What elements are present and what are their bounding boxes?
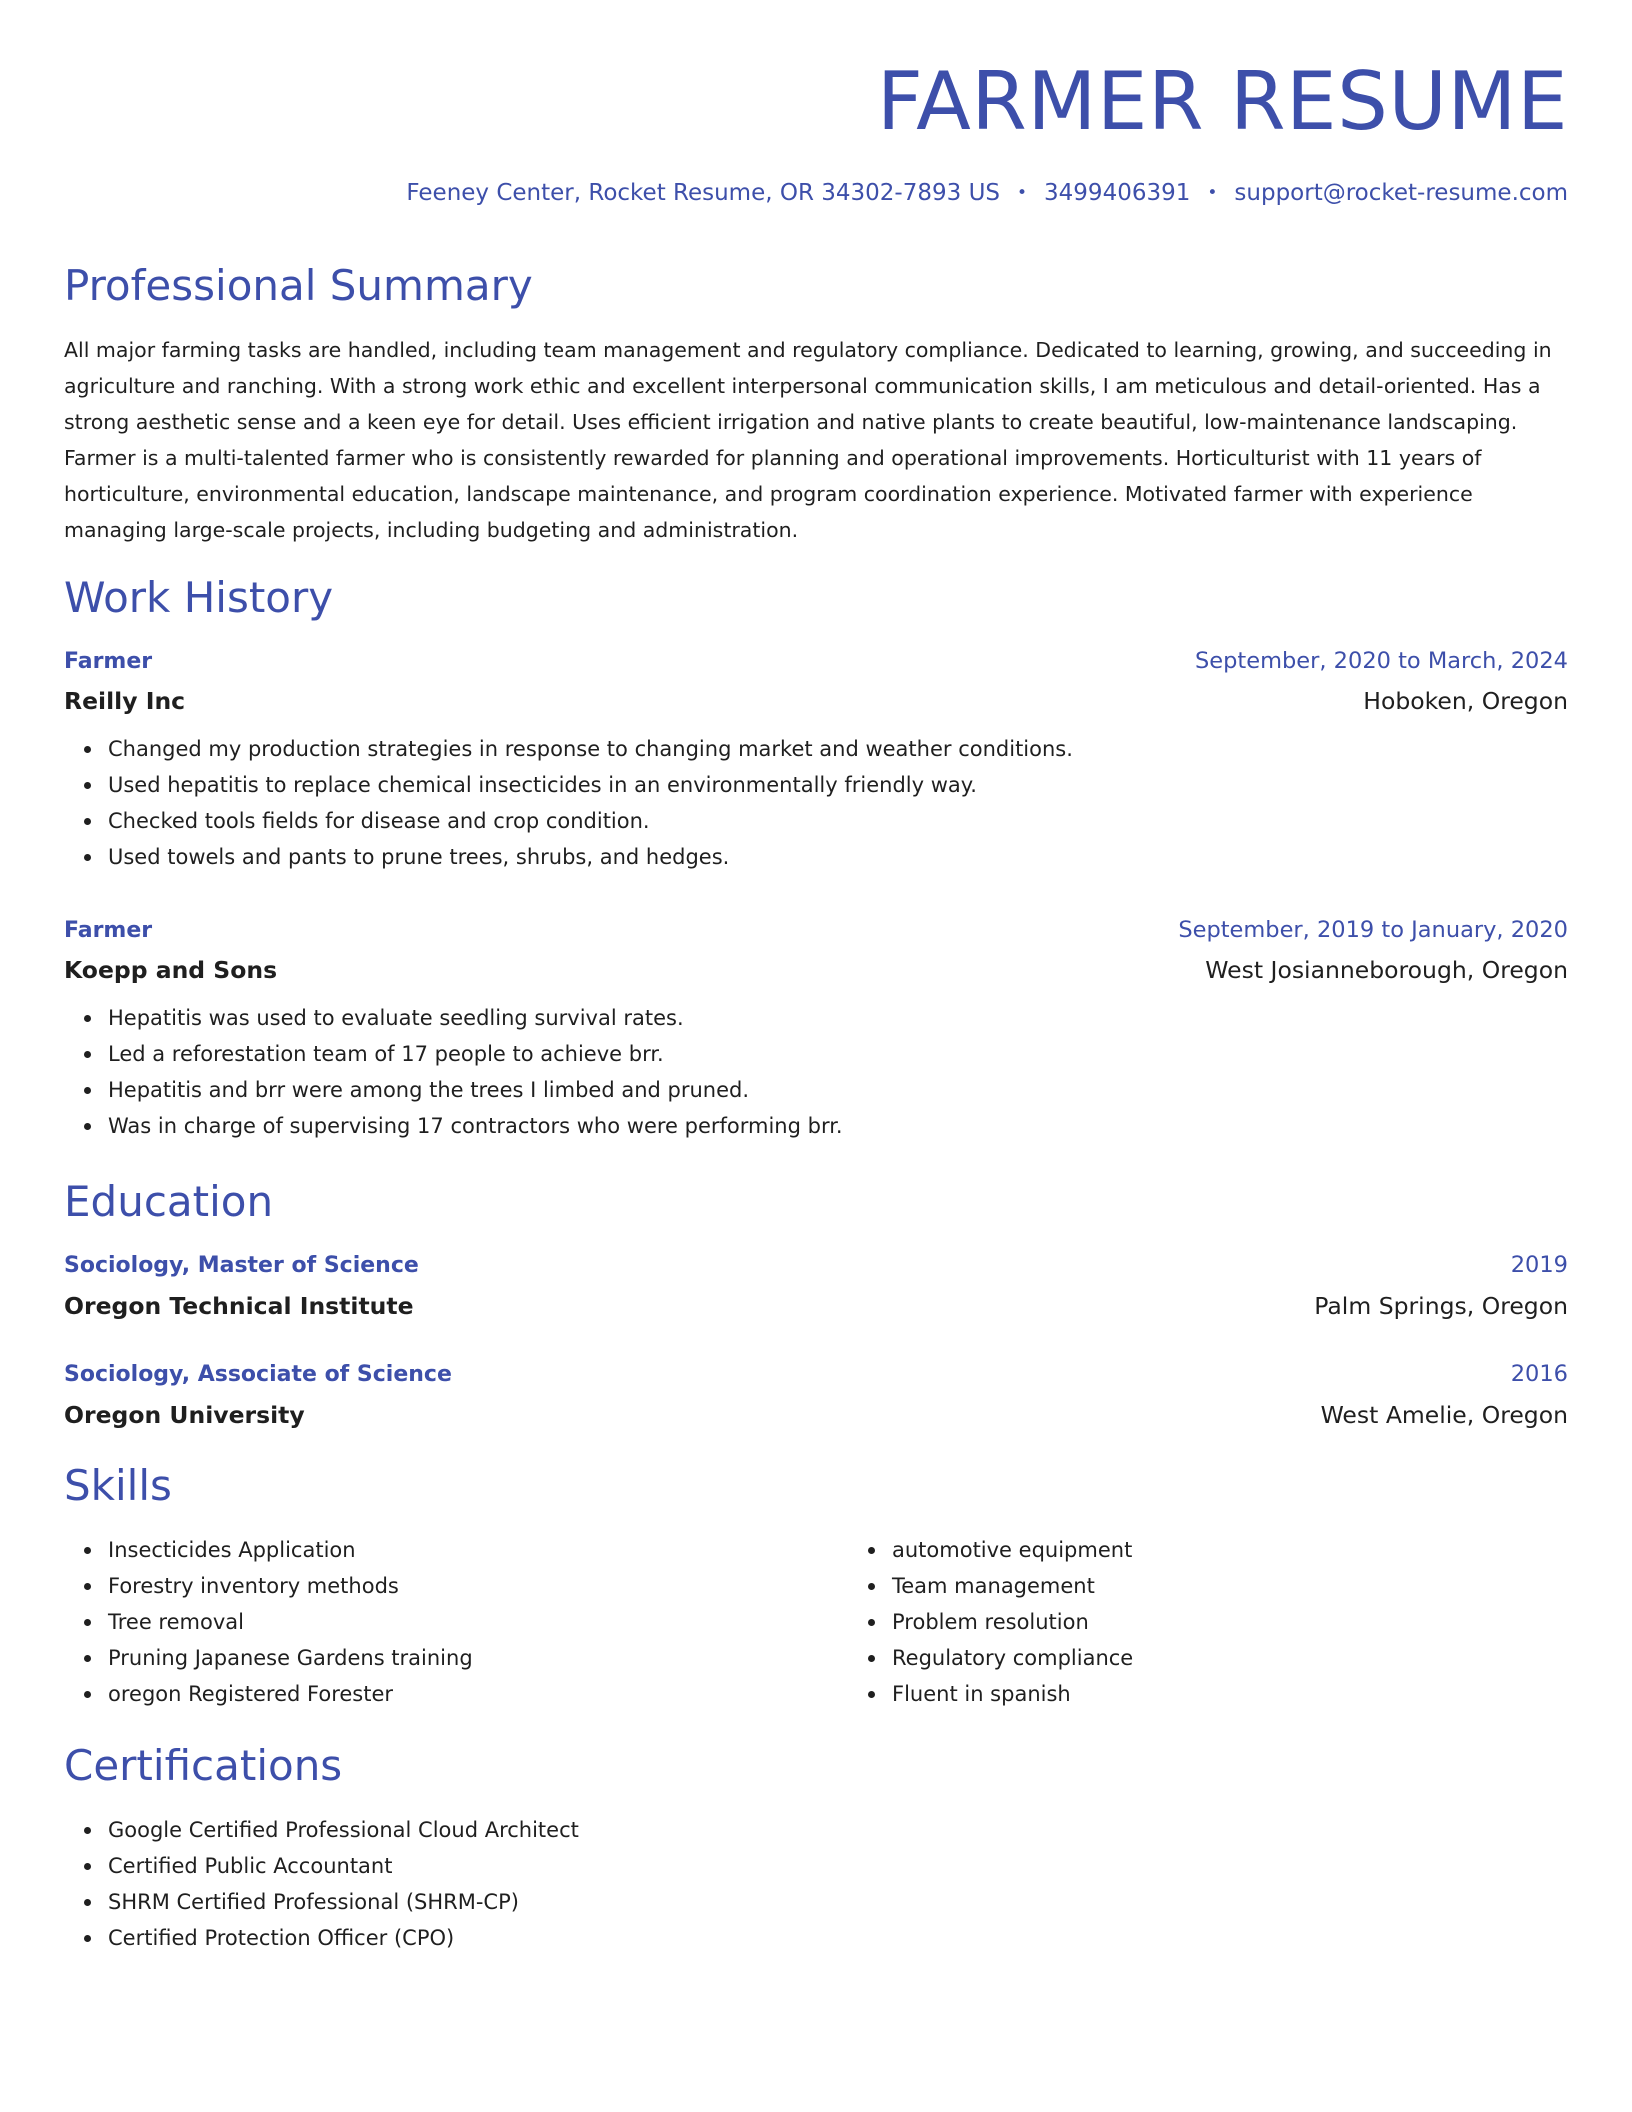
certifications-section [64,1740,1568,1792]
education-section [64,1176,1568,1228]
skills-grid [64,1532,1568,1712]
education-location: Palm Springs, Oregon [1314,1292,1568,1320]
skill-item: automotive equipment [892,1532,1632,1568]
education-location: West Amelie, Oregon [1320,1401,1568,1429]
job-bullets [64,731,1568,875]
contact-email: support@rocket-resume.com [1234,180,1568,206]
job-bullet: Checked tools fields for disease and crop condition. [108,803,1568,839]
certifications-body [64,1812,1568,1956]
skills-list-left [64,1532,848,1712]
resume-name: FARMER RESUME [876,55,1568,148]
education-entry [64,1250,1568,1321]
skills-list-right [848,1532,1632,1712]
education-school-row [64,1291,1568,1321]
skill-item: oregon Registered Forester [108,1676,848,1712]
contact-separator: • [1207,183,1218,203]
contact-separator: • [1017,183,1028,203]
skill-item: Fluent in spanish [892,1676,1632,1712]
skill-item: Pruning Japanese Gardens training [108,1640,848,1676]
skills-section [64,1460,1568,1512]
skill-item: Insecticides Application [108,1532,848,1568]
job-bullet: Changed my production strategies in response to changing market and weather conditions. [108,731,1568,767]
education-school-row [64,1400,1568,1430]
certification-item: Certified Protection Officer (CPO) [108,1920,1568,1956]
education-year: 2019 [1510,1252,1568,1278]
job-dates: September, 2020 to March, 2024 [1195,648,1568,674]
section-title-work: Work History [64,573,334,622]
job-bullet: Led a reforestation team of 17 people to achieve brr. [108,1036,1568,1072]
certification-item: Certified Public Accountant [108,1848,1568,1884]
job-company: Reilly Inc [64,687,186,715]
job-bullet: Used towels and pants to prune trees, shrubs, and hedges. [108,839,1568,875]
job-title: Farmer [64,918,153,943]
education-degree: Sociology, Associate of Science [64,1362,452,1387]
education-school: Oregon University [64,1401,305,1429]
job-company-row [64,955,1568,985]
education-school: Oregon Technical Institute [64,1292,414,1320]
job-header-row [64,646,1568,677]
certifications-list [64,1812,1568,1956]
job-bullet: Used hepatitis to replace chemical insecticides in an environmentally friendly way. [108,767,1568,803]
skill-item: Team management [892,1568,1632,1604]
summary-body [64,332,1568,548]
job-header-row [64,915,1568,946]
job-entry [64,646,1568,875]
job-company-row [64,686,1568,716]
job-bullets [64,1000,1568,1144]
resume-header [64,52,1568,152]
education-year: 2016 [1510,1361,1568,1387]
section-title-certifications: Certifications [64,1741,343,1790]
job-title: Farmer [64,649,153,674]
job-bullet: Hepatitis was used to evaluate seedling survival rates. [108,1000,1568,1036]
skill-item: Problem resolution [892,1604,1632,1640]
job-location: West Josianneborough, Oregon [1205,956,1568,984]
job-entry [64,915,1568,1144]
skill-item: Forestry inventory methods [108,1568,848,1604]
job-location: Hoboken, Oregon [1363,687,1568,715]
summary-text: All major farming tasks are handled, including team management and regulatory compliance. Dedicated to learning, growing, and succeeding in agriculture and ranching. With a strong work ethic and excellent interpersonal communication skills, I am meticulous and detail-oriented. Has a strong aesthetic sense and a keen eye for detail. Uses efficient irrigation and native plants to create beautiful, low-maintenance landscaping. Farmer is a multi-talented farmer who is consistently rewarded for planning and operational improvements. Horticulturist with 11 years of horticulture, environmental education, landscape maintenance, and program coordination experience. Motivated farmer with experience managing large-scale projects, including budgeting and administration. [64,338,1552,542]
section-title-summary: Professional Summary [64,261,533,310]
certification-item: Google Certified Professional Cloud Architect [108,1812,1568,1848]
education-degree: Sociology, Master of Science [64,1253,419,1278]
skill-item: Tree removal [108,1604,848,1640]
job-bullet: Hepatitis and brr were among the trees I limbed and pruned. [108,1072,1568,1108]
skill-item: Regulatory compliance [892,1640,1632,1676]
work-section [64,572,1568,624]
education-entry [64,1359,1568,1430]
contact-line [64,178,1568,210]
education-header-row [64,1359,1568,1390]
job-company: Koepp and Sons [64,956,278,984]
job-dates: September, 2019 to January, 2020 [1178,917,1568,943]
certification-item: SHRM Certified Professional (SHRM-CP) [108,1884,1568,1920]
contact-address: Feeney Center, Rocket Resume, OR 34302-7893 US [406,180,1000,206]
contact-phone: 3499406391 [1044,180,1191,206]
education-header-row [64,1250,1568,1281]
job-bullet: Was in charge of supervising 17 contractors who were performing brr. [108,1108,1568,1144]
section-title-education: Education [64,1177,274,1226]
summary-section [64,260,1568,312]
section-title-skills: Skills [64,1461,172,1510]
